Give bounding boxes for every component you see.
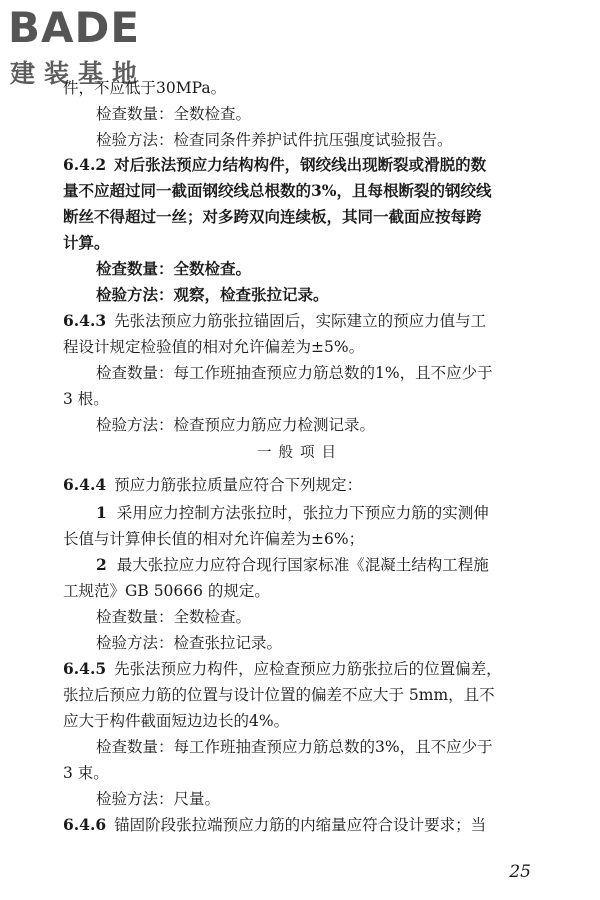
clause-text: 锚固阶段张拉端预应力筋的内缩量应符合设计要求；当: [114, 816, 487, 834]
text-line: 张拉后预应力筋的位置与设计位置的偏差不应大于 5mm，且不: [63, 686, 495, 704]
clause-6-4-2: [63, 155, 543, 175]
clause-6-4-4: [63, 475, 362, 495]
logo-wordmark: BADE: [8, 3, 141, 52]
item-number: 1: [96, 503, 107, 522]
item-text: 最大张拉应力应符合现行国家标准《混凝土结构工程施: [116, 556, 489, 574]
item-number: 2: [96, 555, 107, 574]
text-line: 检查数量：每工作班抽查预应力筋总数的3%，且不应少于: [96, 738, 493, 756]
text-line: 检查数量：全数检查。: [96, 105, 252, 123]
site-logo: [6, 3, 176, 88]
clause-text: 先张法预应力筋张拉锚固后，实际建立的预应力值与工: [114, 312, 487, 330]
clause-text: 先张法预应力构件，应检查预应力筋张拉后的位置偏差，: [114, 660, 502, 678]
page-number: 25: [509, 862, 531, 882]
clause-number: 6.4.5: [63, 659, 107, 678]
text-line: 3 束。: [63, 764, 109, 782]
clause-6-4-5: [63, 659, 502, 679]
text-line: 长值与计算伸长值的相对允许偏差为±6%；: [63, 530, 365, 548]
clause-number: 6.4.6: [63, 815, 107, 834]
text-line: 检验方法：检查预应力筋应力检测记录。: [96, 416, 376, 434]
clause-6-4-6: [63, 815, 486, 835]
text-line: 检查数量：全数检查。: [96, 608, 252, 626]
text-line: 检验方法：尺量。: [96, 790, 221, 808]
logo-subtitle: 建装基地: [10, 59, 147, 88]
text-line: 检查数量：每工作班抽查预应力筋总数的1%，且不应少于: [96, 364, 493, 382]
text-line: 检验方法：观察，检查张拉记录。: [96, 285, 329, 304]
text-line: 断丝不得超过一丝；对多跨双向连续板，其同一截面应按每跨: [63, 207, 482, 226]
section-heading: 一般项目: [257, 445, 343, 461]
clause-6-4-3: [63, 311, 486, 331]
text-line: 程设计规定检验值的相对允许偏差为±5%。: [63, 338, 365, 356]
text-line: 检验方法：检查张拉记录。: [96, 634, 283, 652]
text-line: 应大于构件截面短边边长的4%。: [63, 712, 290, 730]
text-line: 量不应超过同一截面钢绞线总根数的3%，且每根断裂的钢绞线: [63, 181, 492, 200]
clause-number: 6.4.2: [63, 155, 107, 174]
clause-text: 对后张法预应力结构构件，钢绞线出现断裂或滑脱的数: [114, 155, 487, 174]
clause-number: 6.4.4: [63, 475, 107, 494]
text-line: 计算。: [63, 233, 110, 252]
clause-text: 预应力筋张拉质量应符合下列规定：: [114, 476, 363, 494]
clause-number: 6.4.3: [63, 311, 107, 330]
item-text: 采用应力控制方法张拉时，张拉力下预应力筋的实测伸: [116, 504, 489, 522]
text-line: 检验方法：检查同条件养护试件抗压强度试验报告。: [96, 131, 453, 149]
text-line: 件，不应低于30MPa。: [63, 79, 227, 97]
list-item-2: [96, 555, 489, 575]
list-item-1: [96, 503, 489, 523]
text-line: 检查数量：全数检查。: [96, 259, 252, 278]
text-line: 工规范》GB 50666 的规定。: [63, 582, 270, 600]
text-line: 3 根。: [63, 390, 109, 408]
